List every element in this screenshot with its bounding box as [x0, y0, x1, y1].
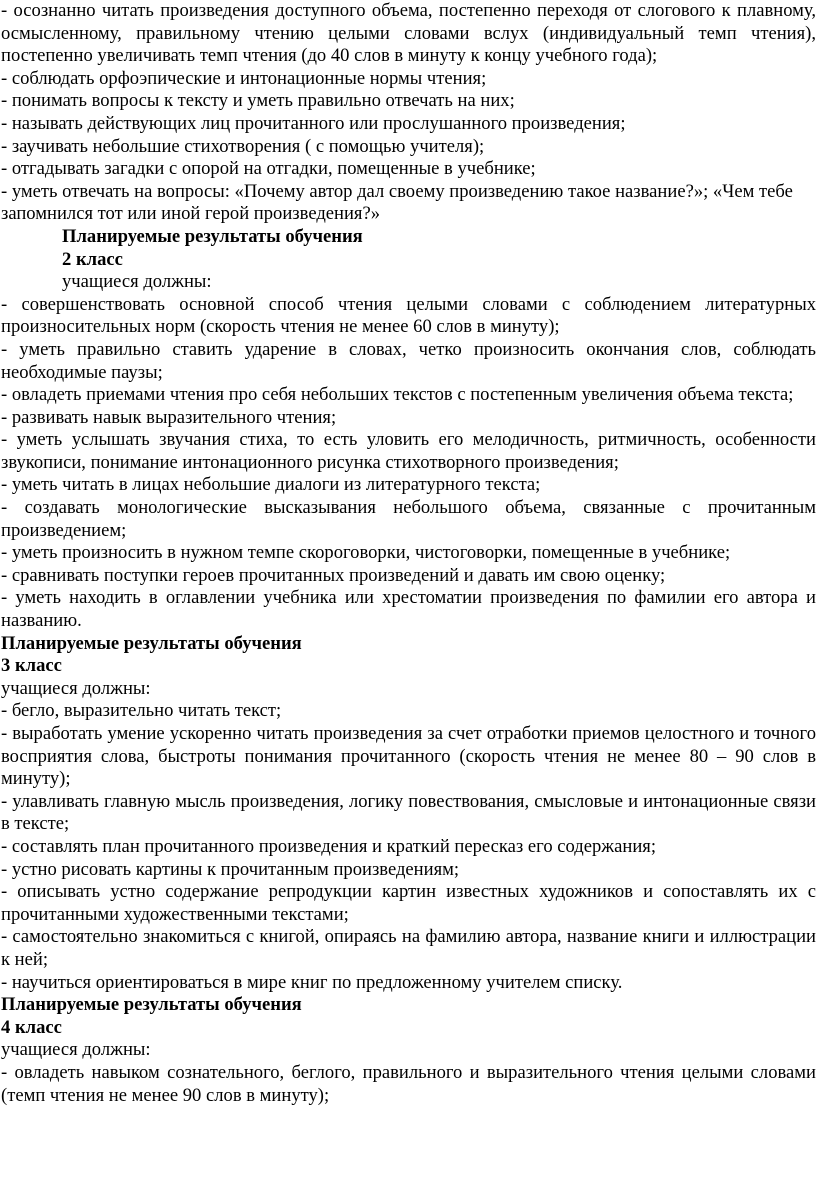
list-item: - развивать навык выразительного чтения;: [1, 406, 337, 428]
grade-heading: 4 класс: [1, 1016, 62, 1038]
list-item: - совершенствовать основной способ чтения целыми словами с соблюдением литературных произносительных норм (скорость чтения не менее 60 слов в минуту);: [1, 293, 816, 338]
list-item: - уметь отвечать на вопросы: «Почему автор дал своему произведению такое название?»; «Чем тебе запомнился тот или иной герой произведения?»: [1, 180, 793, 225]
section-lead: учащиеся должны:: [62, 271, 212, 293]
section-heading: Планируемые результаты обучения: [62, 225, 363, 247]
list-item: - выработать умение ускоренно читать произведения за счет отработки приемов целостного и точного восприятия слова, быстроты понимания прочитанного (скорость чтения не менее 80 – 90 слов в минуту);: [1, 723, 816, 790]
list-item: - осознанно читать произведения доступного объема, постепенно переходя от слогового к плавному, осмысленному, правильному чтению целыми словами вслух (индивидуальный темп чтения), постепенно увеличивать темп чтения (до 40 слов в минуту к концу учебного года);: [1, 0, 816, 67]
section-heading: Планируемые результаты обучения: [1, 994, 302, 1016]
list-item: - уметь находить в оглавлении учебника или хрестоматии произведения по фамилии его автора и названию.: [1, 587, 816, 632]
list-item: - самостоятельно знакомиться с книгой, опираясь на фамилию автора, название книги и иллюстрации к ней;: [1, 926, 816, 970]
list-item: - называть действующих лиц прочитанного или прослушанного произведения;: [1, 112, 626, 134]
list-item: - научиться ориентироваться в мире книг по предложенному учителем списку.: [1, 971, 623, 993]
section-grade-4: [1, 994, 816, 1107]
list-item: - сравнивать поступки героев прочитанных произведений и давать им свою оценку;: [1, 564, 666, 586]
list-item: - уметь произносить в нужном темпе скороговорки, чистоговорки, помещенные в учебнике;: [1, 542, 731, 564]
list-item: - бегло, выразительно читать текст;: [1, 700, 282, 722]
list-item: - овладеть навыком сознательного, беглого, правильного и выразительного чтения целыми словами (темп чтения не менее 90 слов в минуту);: [1, 1061, 816, 1106]
section-grade-3: [1, 633, 816, 995]
list-item: - создавать монологические высказывания небольшого объема, связанные с прочитанным произведением;: [1, 497, 816, 541]
list-item: - уметь читать в лицах небольшие диалоги из литературного текста;: [1, 474, 541, 496]
list-item: - составлять план прочитанного произведения и краткий пересказ его содержания;: [1, 835, 657, 857]
section-lead: учащиеся должны:: [1, 1039, 151, 1061]
grade-heading: 3 класс: [1, 655, 62, 677]
list-item: - понимать вопросы к тексту и уметь правильно отвечать на них;: [1, 90, 515, 112]
section-heading: Планируемые результаты обучения: [1, 632, 302, 654]
list-item: - уметь услышать звучания стиха, то есть уловить его мелодичность, ритмичность, особенности звукописи, понимание интонационного рисунка стихотворного произведения;: [1, 429, 816, 473]
list-item: - устно рисовать картины к прочитанным произведениям;: [1, 858, 460, 880]
list-item: - овладеть приемами чтения про себя небольших текстов с постепенным увеличения объема текста;: [1, 384, 794, 406]
list-item: - заучивать небольшие стихотворения ( с помощью учителя);: [1, 135, 485, 157]
list-item: - улавливать главную мысль произведения, логику повествования, смысловые и интонационные связи в тексте;: [1, 790, 816, 835]
list-item: - отгадывать загадки с опорой на отгадки, помещенные в учебнике;: [1, 158, 536, 180]
list-item: - описывать устно содержание репродукции картин известных художников и сопоставлять их с прочитанными художественными текстами;: [1, 881, 816, 925]
intro-list: [1, 0, 816, 226]
grade-heading: 2 класс: [62, 248, 123, 270]
section-lead: учащиеся должны:: [1, 677, 151, 699]
list-item: - уметь правильно ставить ударение в словах, четко произносить окончания слов, соблюдать необходимые паузы;: [1, 338, 816, 383]
section-grade-2: [1, 226, 816, 633]
list-item: - соблюдать орфоэпические и интонационные нормы чтения;: [1, 67, 487, 89]
